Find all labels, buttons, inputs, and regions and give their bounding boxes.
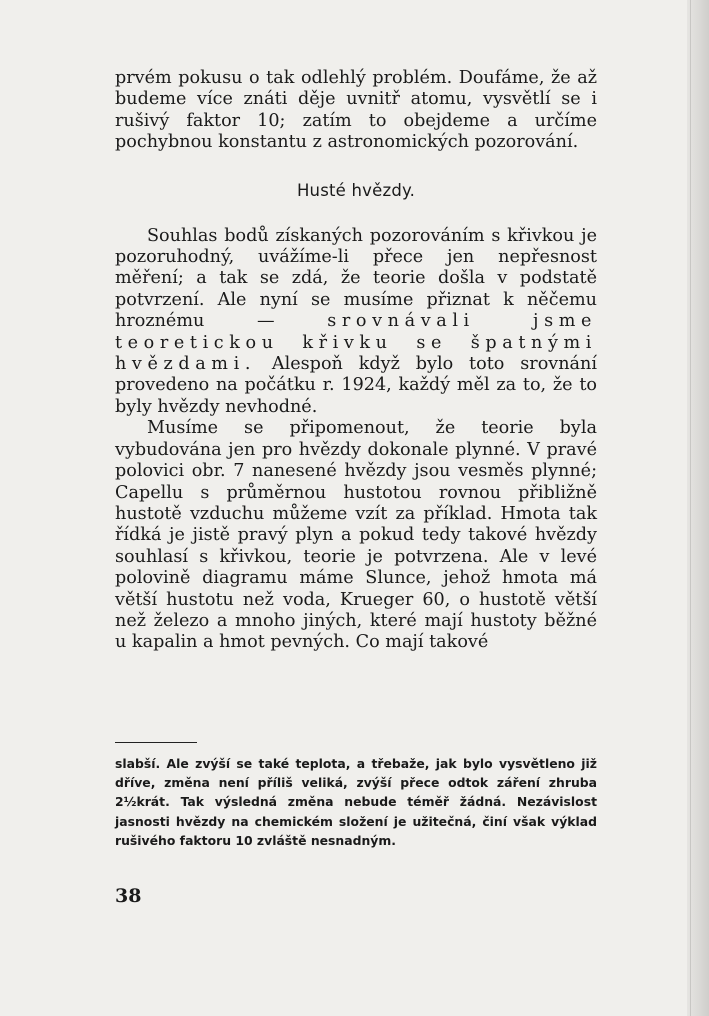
paragraph-2	[115, 226, 597, 419]
paragraph-intro: prvém pokusu o tak odlehlý problém. Doufáme, že až budeme více znáti děje uvnitř atomu, vysvětlí se i rušivý faktor 10; zatím to obejdeme a určíme pochybnou konstantu z astronomických pozorování.	[115, 68, 597, 153]
paragraph-2-part-b: Alespoň když bylo toto srovnání provedeno na počátku r. 1924, každý měl za to, že to byly hvězdy nevhodné.	[115, 354, 598, 417]
footnote: slabší. Ale zvýší se také teplota, a třebaže, jak bylo vysvětleno již dříve, změna není příliš veliká, zvýší přece odtok záření zhruba 2½krát. Tak výsledná změna nebude téměř žádná. Nezávislost jasnosti hvězdy na chemickém složení je užitečná, činí však výklad rušivého faktoru 10 zvláště nesnadným.	[115, 756, 597, 848]
paragraph-3: Musíme se připomenout, že teorie byla vybudována jen pro hvězdy dokonale plynné. V pravé polovici obr. 7 nanesené hvězdy jsou vesměs plynné; Capellu s průměrnou hustotou rovnou přibližně hustotě vzduchu můžeme vzít za příklad. Hmota tak řídká je jistě pravý plyn a pokud tedy takové hvězdy souhlasí s křivkou, teorie je potvrzena. Ale v levé polovině diagramu máme Slunce, jehož hmota má větší hustotu než voda, Krueger 60, o hustotě větší než železo a mnoho jiných, které mají hustoty běžné u kapalin a hmot pevných. Co mají takové	[115, 418, 597, 653]
body-text	[115, 68, 597, 654]
section-heading: Husté hvězdy.	[296, 180, 416, 200]
page-number: 38	[115, 885, 142, 907]
paragraph-2-spaced-emphasis: srovnávali jsme teoretickou křivku se špatnými hvězdami.	[115, 311, 598, 375]
page-edge-line	[690, 0, 691, 1016]
paragraph-2-part-a: Souhlas bodů získaných pozorováním s křivkou je pozoruhodný, uvážíme-li přece jen nepřesnost měření; a tak se zdá, že teorie došla v podstatě potvrzení. Ale nyní se musíme přiznat k něčemu hroznému —	[115, 225, 597, 332]
footnote-rule	[115, 742, 197, 743]
